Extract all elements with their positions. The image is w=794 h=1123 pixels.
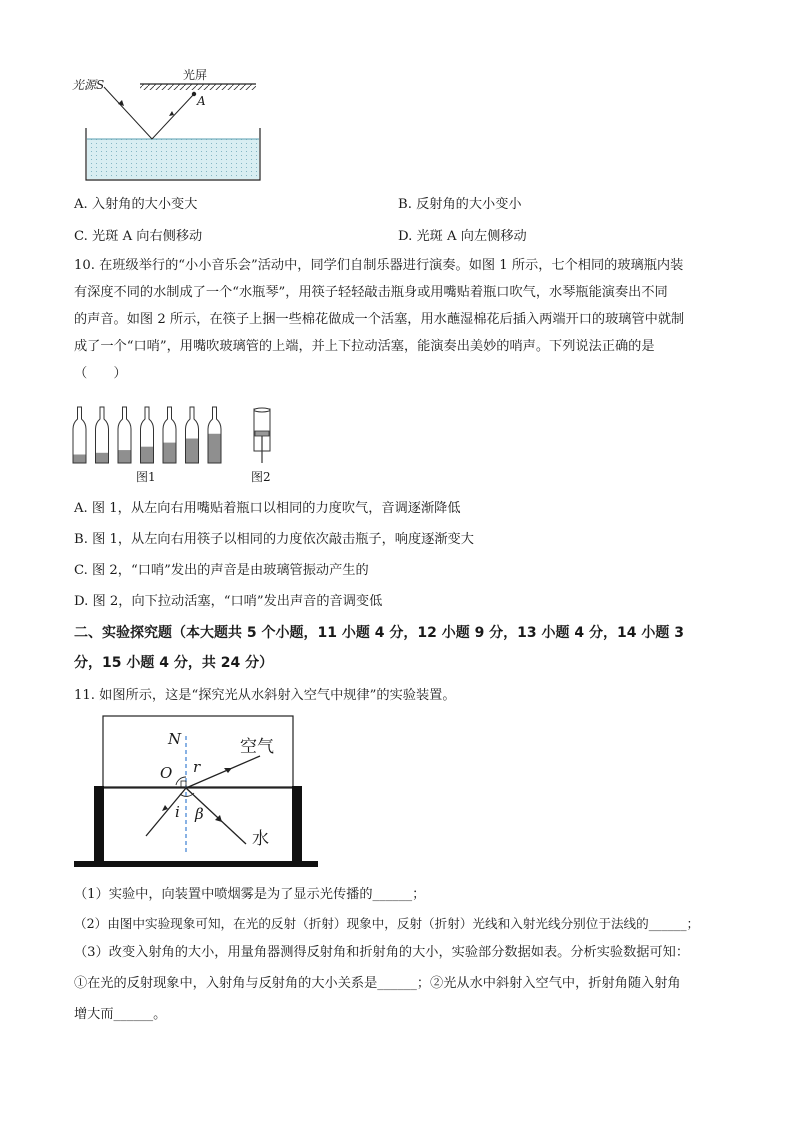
q11-sub3: [74, 937, 722, 1030]
q11-figure: [72, 712, 322, 872]
q10-line: 的声音。如图 2 所示，在筷子上捆一些棉花做成一个活塞，用水蘸湿棉花后插入两端开口的玻璃管中就制: [74, 312, 685, 327]
q11-intro: 11. 如图所示，这是“探究光从水斜射入空气中规律”的实验装置。: [74, 688, 456, 703]
bottle-water: [74, 455, 86, 464]
spot-a: [192, 92, 196, 96]
q11-sub3-line: 增大而______。: [74, 1007, 167, 1022]
water-bottle: [118, 407, 131, 463]
beta-angle-label: β: [195, 805, 204, 823]
incident-ray-water: [146, 788, 186, 836]
i-angle-label: i: [175, 803, 180, 821]
water-label: 水: [252, 829, 269, 849]
fig2-caption: 图2: [251, 470, 271, 484]
water-bottle: [73, 407, 86, 463]
water-bottle: [186, 407, 199, 463]
tank-left-wall: [94, 786, 104, 864]
bottle-water: [209, 434, 221, 463]
section2-heading-line2: 分，15 小题 4 分，共 24 分）: [74, 655, 274, 671]
bottle-water: [164, 443, 176, 463]
q11-sub1: （1）实验中，向装置中喷烟雾是为了显示光传播的______；: [74, 887, 426, 902]
q10-whistle-figure: [250, 405, 274, 465]
q9-option-a: A. 入射角的大小变大: [74, 197, 198, 212]
q11-sub3-line: ①在光的反射现象中，入射角与反射角的大小关系是______；②光从水中斜射入空气中，折射角随入射角: [74, 976, 681, 991]
screen-hatch: [140, 84, 256, 90]
q9-option-c: C. 光斑 A 向右侧移动: [74, 229, 203, 244]
q10-option-c: C. 图 2，“口哨”发出的声音是由玻璃管振动产生的: [74, 563, 369, 578]
q10-option-b: B. 图 1，从左向右用筷子以相同的力度依次敲击瓶子，响度逐渐变大: [74, 532, 474, 547]
bottle-water: [141, 447, 153, 463]
tank-base: [74, 861, 318, 867]
normal-label: N: [168, 730, 182, 748]
point-a-label: A: [197, 94, 206, 108]
screen-label: 光屏: [183, 68, 208, 82]
bottle-water: [119, 450, 131, 463]
q10-stem: [74, 252, 722, 387]
q10-line: 成了一个“口哨”，用嘴吹玻璃管的上端，并上下拉动活塞，能演奏出美妙的哨声。下列说法正确的是: [74, 339, 655, 354]
q10-option-a: A. 图 1，从左向右用嘴贴着瓶口以相同的力度吹气，音调逐渐降低: [74, 501, 461, 516]
origin-label: O: [160, 764, 173, 782]
fig1-caption: 图1: [136, 470, 156, 484]
q10-option-d: D. 图 2，向下拉动活塞，“口哨”发出声音的音调变低: [74, 594, 383, 609]
water-bottle: [208, 407, 221, 463]
incident-ray: [104, 87, 152, 139]
q10-line: 10. 在班级举行的“小小音乐会”活动中，同学们自制乐器进行演奏。如图 1 所示，七个相同的玻璃瓶内装: [74, 258, 684, 273]
tank-right-wall: [292, 786, 302, 864]
water-bottle: [163, 407, 176, 463]
water-bottle: [96, 407, 109, 463]
q10-bottles-figure: [70, 405, 235, 467]
r-angle-label: r: [193, 758, 201, 776]
air-label: 空气: [240, 737, 274, 757]
whistle-piston: [255, 431, 269, 436]
q10-line: 有深度不同的水制成了一个“水瓶琴”，用筷子轻轻敲击瓶身或用嘴贴着瓶口吹气，水琴瓶能演奏出不同: [74, 285, 668, 300]
q9-option-b: B. 反射角的大小变小: [398, 197, 522, 212]
water-bottle: [141, 407, 154, 463]
bottle-water: [186, 439, 198, 463]
section2-heading-line1: 二、实验探究题（本大题共 5 个小题，11 小题 4 分，12 小题 9 分，13 小题 4 分，14 小题 3: [74, 625, 684, 641]
q10-line: （ ）: [74, 366, 127, 381]
q11-sub3-line: （3）改变入射角的大小，用量角器测得反射角和折射角的大小，实验部分数据如表。分析实验数据可知：: [74, 945, 690, 960]
q9-option-d: D. 光斑 A 向左侧移动: [398, 229, 527, 244]
source-s-label: 光源S: [72, 78, 105, 92]
reflected-ray: [152, 94, 194, 139]
bottle-water: [96, 453, 108, 463]
reflected-arrow: [169, 111, 174, 116]
q11-sub2: （2）由图中实验现象可知，在光的反射（折射）现象中，反射（折射）光线和入射光线分别位于法线的______；: [74, 916, 700, 931]
water-dots: [87, 139, 259, 179]
whistle-top: [254, 408, 270, 412]
